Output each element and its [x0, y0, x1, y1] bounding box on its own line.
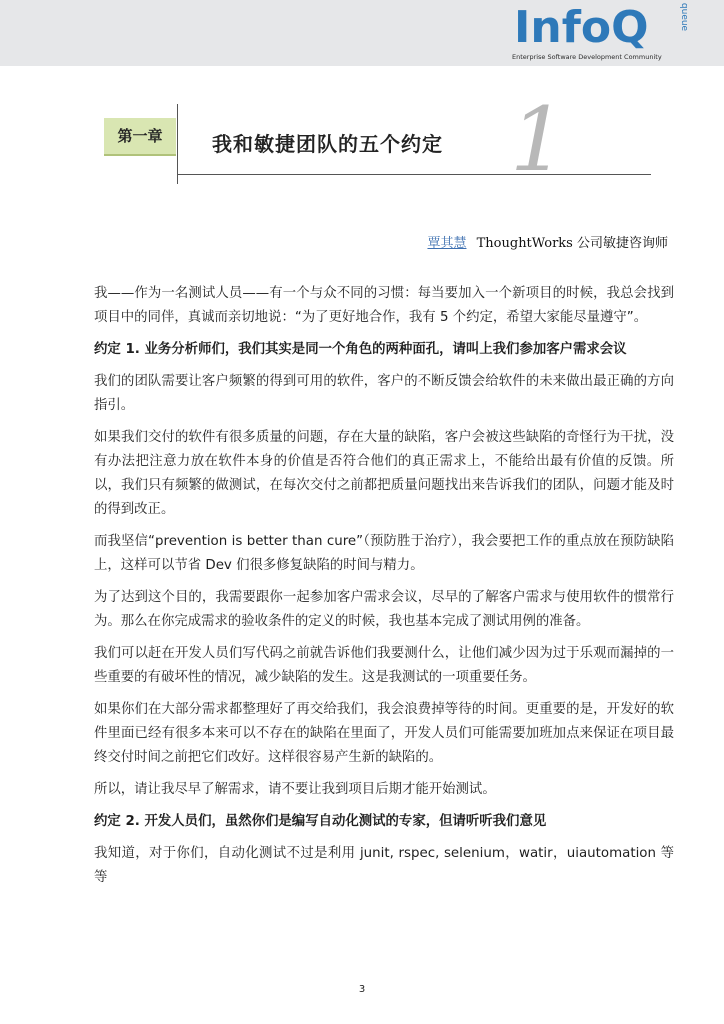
chapter-number: 1 — [510, 88, 566, 191]
logo-queue-text: queue — [678, 2, 689, 32]
author-line — [427, 232, 668, 251]
logo-tagline: Enterprise Software Development Community — [512, 53, 662, 61]
article-body — [94, 282, 674, 898]
author-affiliation: ThoughtWorks 公司敏捷咨询师 — [476, 236, 668, 251]
section-heading: 约定 1. 业务分析师们，我们其实是同一个角色的两种面孔，请叫上我们参加客户需求会议 — [94, 342, 627, 357]
body-paragraph: 为了达到这个目的，我需要跟你一起参加客户需求会议，尽早的了解客户需求与使用软件的惯常行为。那么在你完成需求的验收条件的定义的时候，我也基本完成了测试用例的准备。 — [94, 590, 674, 629]
body-paragraph: 所以，请让我尽早了解需求，请不要让我到项目后期才能开始测试。 — [94, 782, 496, 797]
chapter-title: 我和敏捷团队的五个约定 — [212, 132, 443, 156]
logo-word-text: Info — [514, 2, 612, 53]
body-paragraph: 我们可以赶在开发人员们写代码之前就告诉他们我要测什么，让他们减少因为过于乐观而漏掉的一些重要的有破坏性的情况，减少缺陷的发生。这是我测试的一项重要任务。 — [94, 646, 674, 685]
page-header-band — [0, 0, 724, 66]
body-paragraph: 如果你们在大部分需求都整理好了再交给我们，我会浪费掉等待的时间。更重要的是，开发好的软件里面已经有很多本来可以不存在的缺陷在里面了，开发人员们可能需要加班加点来保证在项目最终交付时间之前把它们改好。这样很容易产生新的缺陷的。 — [94, 702, 674, 765]
section-heading: 约定 2. 开发人员们，虽然你们是编写自动化测试的专家，但请听听我们意见 — [94, 814, 547, 829]
logo-wordmark — [514, 2, 648, 54]
author-name-link[interactable]: 覃其慧 — [427, 236, 467, 251]
body-paragraph: 我们的团队需要让客户频繁的得到可用的软件，客户的不断反馈会给软件的未来做出最正确的方向指引。 — [94, 374, 674, 413]
chapter-heading-block — [0, 88, 724, 210]
chapter-horizontal-rule — [177, 174, 651, 175]
chapter-tab-label: 第一章 — [104, 118, 176, 156]
chapter-vertical-rule — [177, 104, 178, 184]
body-paragraph: 而我坚信“prevention is better than cure”（预防胜于治疗），我会要把工作的重点放在预防缺陷上，这样可以节省 Dev 们很多修复缺陷的时间与精力。 — [94, 534, 674, 573]
logo-q-letter: Q — [611, 2, 649, 53]
infoq-logo — [510, 4, 700, 62]
page-number: 3 — [358, 984, 366, 995]
body-paragraph: 我知道，对于你们，自动化测试不过是利用 junit, rspec, selenium，watir，uiautomation 等等 — [94, 846, 674, 885]
body-paragraph: 如果我们交付的软件有很多质量的问题，存在大量的缺陷，客户会被这些缺陷的奇怪行为干扰，没有办法把注意力放在软件本身的价值是否符合他们的真正需求上，不能给出最有价值的反馈。所以，我们只有频繁的做测试，在每次交付之前都把质量问题找出来告诉我们的团队，问题才能及时的得到改正。 — [94, 430, 674, 517]
body-paragraph: 我——作为一名测试人员——有一个与众不同的习惯：每当要加入一个新项目的时候，我总会找到项目中的同伴，真诚而亲切地说：“为了更好地合作，我有 5 个约定，希望大家能尽量遵守”。 — [94, 286, 674, 325]
